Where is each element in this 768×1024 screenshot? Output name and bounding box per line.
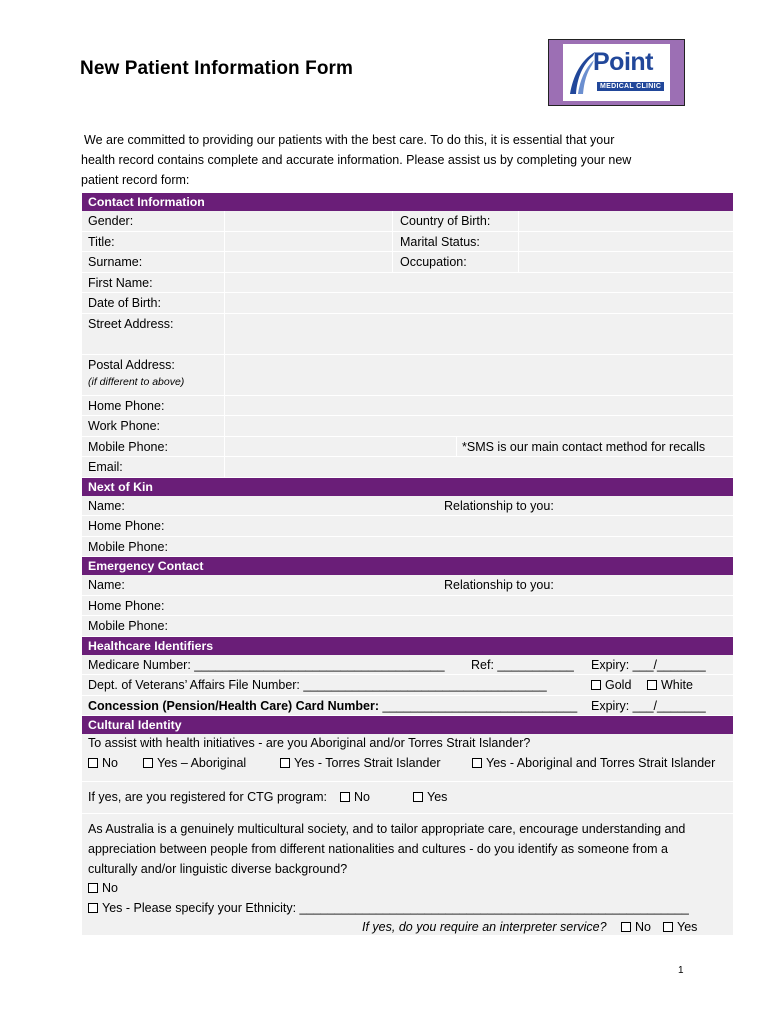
medicare-ref: Ref: ___________ [471, 657, 574, 672]
row-medicare[interactable] [82, 655, 733, 676]
atsi-torres-label: Yes - Torres Strait Islander [294, 756, 441, 770]
row-concession[interactable] [82, 696, 733, 717]
intro-line-1: We are committed to providing our patients with the best care. To do this, it is essential that your [84, 133, 615, 147]
row-street[interactable] [82, 314, 733, 355]
section-kin-heading: Next of Kin [82, 478, 733, 496]
postal-label: Postal Address: [88, 357, 175, 372]
work-phone-label: Work Phone: [88, 419, 161, 433]
emergency-name-label: Name: [88, 578, 125, 592]
home-phone-label: Home Phone: [88, 398, 165, 413]
intro-line-3: patient record form: [81, 173, 190, 187]
ctg-question: If yes, are you registered for CTG program: [88, 790, 327, 804]
ctg-yes-label: Yes [427, 790, 448, 804]
multi-line-1: As Australia is a genuinely multicultural society, and to tailor appropriate care, encourage understanding and [88, 822, 686, 836]
dva-label: Dept. of Veterans’ Affairs File Number: ___________________________________ [88, 678, 547, 692]
multi-yes-checkbox[interactable] [88, 903, 98, 913]
ctg-yes-checkbox[interactable] [413, 792, 423, 802]
row-emergency-name[interactable] [82, 575, 733, 596]
gold-label: Gold [605, 678, 632, 692]
multi-no-option[interactable] [88, 881, 118, 895]
email-label: Email: [88, 460, 123, 474]
logo-wordmark: Point [593, 48, 653, 76]
atsi-both-label: Yes - Aboriginal and Torres Strait Islander [486, 756, 716, 770]
atsi-question: To assist with health initiatives - are you Aboriginal and/or Torres Strait Islander? [88, 736, 531, 750]
page-title: New Patient Information Form [80, 58, 354, 79]
sms-note: *SMS is our main contact method for recalls [462, 439, 706, 454]
interpreter-no-option[interactable] [621, 920, 651, 934]
atsi-no-label: No [102, 756, 118, 770]
emergency-mobile-phone-label: Mobile Phone: [88, 619, 168, 633]
row-emergency-home-phone[interactable] [82, 596, 733, 617]
occupation-label: Occupation: [400, 255, 467, 269]
row-multicultural [82, 813, 733, 935]
marital-label: Marital Status: [400, 234, 480, 249]
logo-subtitle: MEDICAL CLINIC [597, 82, 664, 91]
atsi-both-checkbox[interactable] [472, 758, 482, 768]
section-healthcare-heading: Healthcare Identifiers [82, 637, 733, 655]
atsi-no-checkbox[interactable] [88, 758, 98, 768]
row-email[interactable] [82, 457, 733, 478]
ctg-no-checkbox[interactable] [340, 792, 350, 802]
row-work-phone[interactable] [82, 416, 733, 437]
page-number: 1 [678, 965, 684, 976]
intro-text [81, 130, 701, 190]
white-label: White [661, 678, 693, 692]
concession-line: ____________________________ [379, 698, 578, 713]
interpreter-question: If yes, do you require an interpreter service? [362, 920, 607, 934]
atsi-aboriginal-label: Yes – Aboriginal [157, 756, 247, 770]
multi-line-2: appreciation between people from different nationalities and cultures - do you identify as someone from a [88, 842, 668, 856]
multi-no-checkbox[interactable] [88, 883, 98, 893]
multi-yes-label: Yes - Please specify your Ethnicity: ________________________________________________________ [102, 901, 689, 915]
atsi-both-option[interactable] [472, 756, 715, 770]
gender-label: Gender: [88, 214, 134, 228]
row-emergency-mobile-phone[interactable] [82, 616, 733, 637]
ctg-yes-option[interactable] [413, 790, 447, 804]
interpreter-yes-option[interactable] [663, 920, 697, 934]
concession-expiry: Expiry: ___/_______ [591, 698, 706, 713]
row-ctg [82, 781, 733, 813]
medicare-expiry: Expiry: ___/_______ [591, 657, 706, 672]
kin-home-phone-label: Home Phone: [88, 519, 165, 533]
row-mobile-phone[interactable] [82, 437, 733, 458]
row-home-phone[interactable] [82, 396, 733, 417]
interpreter-no-checkbox[interactable] [621, 922, 631, 932]
row-kin-home-phone[interactable] [82, 516, 733, 537]
medicare-label: Medicare Number: ____________________________________ [88, 657, 445, 672]
clinic-logo [548, 39, 685, 106]
surname-label: Surname: [88, 255, 143, 269]
first-name-label: First Name: [88, 275, 153, 290]
section-cultural-heading: Cultural Identity [82, 716, 733, 734]
ctg-no-label: No [354, 790, 370, 804]
row-postal[interactable] [82, 355, 733, 396]
emergency-relationship-label: Relationship to you: [444, 578, 554, 592]
patient-form [82, 193, 733, 935]
concession-label: Concession (Pension/Health Care) Card Number: [88, 698, 380, 713]
mobile-phone-label: Mobile Phone: [88, 439, 168, 454]
concession-field [88, 699, 577, 713]
postal-note: (if different to above) [88, 375, 185, 388]
multi-yes-option[interactable] [88, 901, 689, 915]
kin-name-label: Name: [88, 498, 125, 513]
logo-inner [563, 44, 670, 101]
dva-white-option[interactable] [647, 678, 693, 692]
dob-label: Date of Birth: [88, 296, 161, 310]
interpreter-no-label: No [635, 920, 651, 934]
atsi-torres-checkbox[interactable] [280, 758, 290, 768]
interpreter-yes-label: Yes [677, 920, 698, 934]
emergency-home-phone-label: Home Phone: [88, 598, 165, 613]
country-label: Country of Birth: [400, 214, 491, 228]
kin-mobile-phone-label: Mobile Phone: [88, 539, 168, 554]
row-first-name[interactable] [82, 273, 733, 294]
kin-relationship-label: Relationship to you: [444, 498, 554, 513]
dva-gold-option[interactable] [591, 678, 631, 692]
atsi-no-option[interactable] [88, 756, 118, 770]
row-atsi-question [82, 734, 733, 781]
row-kin-mobile-phone[interactable] [82, 537, 733, 558]
interpreter-yes-checkbox[interactable] [663, 922, 673, 932]
row-kin-name[interactable] [82, 496, 733, 517]
row-surname[interactable] [82, 252, 733, 273]
white-checkbox[interactable] [647, 680, 657, 690]
section-emergency-heading: Emergency Contact [82, 557, 733, 575]
section-contact-heading: Contact Information [82, 193, 733, 211]
ctg-no-option[interactable] [340, 790, 370, 804]
atsi-aboriginal-checkbox[interactable] [143, 758, 153, 768]
atsi-aboriginal-option[interactable] [143, 756, 246, 770]
title-label: Title: [88, 234, 115, 249]
atsi-torres-option[interactable] [280, 756, 441, 770]
row-dob[interactable] [82, 293, 733, 314]
multi-line-3: culturally and/or linguistic diverse background? [88, 862, 348, 876]
row-title[interactable] [82, 232, 733, 253]
intro-line-2: health record contains complete and accurate information. Please assist us by completing your new [81, 153, 632, 167]
row-dva[interactable] [82, 675, 733, 696]
street-label: Street Address: [88, 316, 174, 331]
row-gender[interactable] [82, 211, 733, 232]
multi-no-label: No [102, 881, 118, 895]
gold-checkbox[interactable] [591, 680, 601, 690]
